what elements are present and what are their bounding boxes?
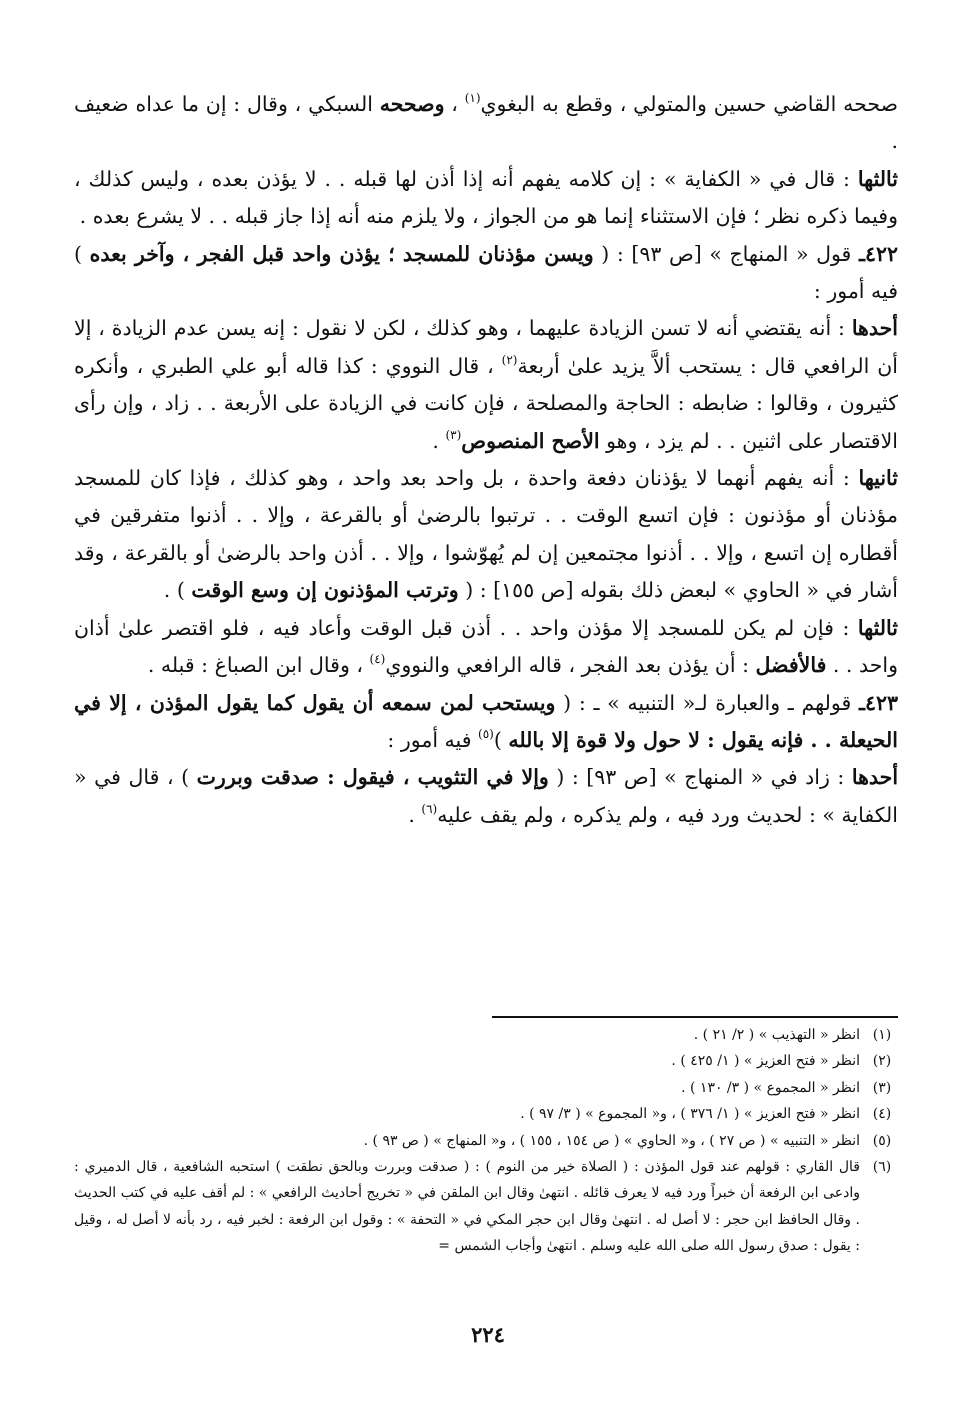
- footnote-divider: [492, 1016, 898, 1018]
- footnote-text: انظر « التنبيه » ( ص ٢٧ ) ، و« الحاوي » ( ص ١٥٤ ، ١٥٥ ) ، و« المنهاج » ( ص ٩٣ ) .: [363, 1132, 860, 1149]
- text-span: فيه أمور :: [387, 727, 479, 752]
- heading-word: ثالثها: [857, 615, 898, 640]
- quoted-text: ويستحب لمن سمعه أن يقول كما يقول المؤذن ، إلا في الحيعلة . . فإنه يقول : لا حول ولا قوة إلا بالله: [74, 690, 898, 752]
- text-span: ، قال النووي : كذا قاله أبو علي الطبري ، وأنكره كثيرون ، وقالوا : ضابطه : الحاجة والمصلحة ، فإن كانت في الزيادة على الأربعة . . زاد ، وإن رأى الاقتصار على اثنين . . لم يزد ، وهو: [74, 353, 898, 453]
- text-span: ) فيه أمور :: [74, 241, 898, 304]
- footnote-item: [74, 1022, 904, 1048]
- text-span: : أن يؤذن بعد الفجر ، قاله الرافعي والنووي: [385, 653, 756, 678]
- text-span: قولهم ـ والعبارة لـ« التنبيه » ـ : (: [555, 690, 859, 715]
- footnote-number: (٦): [872, 1159, 892, 1176]
- text-span: السبكي ، وقال : إن ما عداه ضعيف .: [74, 92, 898, 154]
- footnote-number: (٥): [872, 1132, 892, 1149]
- paragraph-6: [74, 610, 898, 685]
- heading-word: أحدها: [851, 765, 899, 790]
- footnote-text: قال القاري : قولهم عند قول المؤذن : ( الصلاة خير من النوم ) : ( صدقت وبررت وبالحق نطقت ) استحبه الشافعية ، قال الدميري : وادعى ابن الرفعة أن خبراً ورد فيه لا يعرف قائله . انتهىٰ وقال ابن الملقن في « تخريج أحاديث الرافعي » : لم أقف عليه في كتب الحديث . وقال الحافظ ابن حجر : لا أصل له . انتهىٰ وقال ابن حجر المكي في « التحفة » : وقول ابن الرفعة : لخبر فيه ، رد بأنه لا أصل له ، وقيل : يقول : صدق رسول الله صلى الله عليه وسلم . انتهىٰ وأجاب الشمس =: [74, 1159, 860, 1255]
- text-span: قول « المنهاج » [ص ٩٣] : (: [593, 241, 859, 266]
- footnote-number: (٢): [872, 1053, 892, 1070]
- footnote-ref-2: (٢): [501, 352, 518, 367]
- paragraph-422: [74, 236, 898, 311]
- footnote-item: [74, 1128, 904, 1154]
- issue-number: ٤٢٣ـ: [858, 690, 899, 715]
- footnote-text: انظر « فتح العزيز » ( ١/ ٣٧٦ ) ، و« المجموع » ( ٣/ ٩٧ ) .: [520, 1106, 860, 1123]
- main-text: [74, 86, 898, 834]
- footnote-item: [74, 1154, 904, 1260]
- heading-word: ثانيها: [858, 466, 898, 491]
- text-span: صححه القاضي حسين والمتولي ، وقطع به البغوي: [480, 92, 898, 116]
- paragraph-5: [74, 460, 898, 610]
- footnote-number: (١): [872, 1027, 892, 1043]
- text-span: : قال في « الكفاية » : إن كلامه يفهم أنه إذا أذن لها قبله . . لا يؤذن بعده ، وليس كذلك ، وفيما ذكره نظر ؛ فإن الاستثناء إنما هو من الجواز ، ولا يلزم منه أنه إذا جاز قبله . . لا يشرع بعده .: [74, 166, 898, 229]
- quoted-text: وترتب المؤذنون إن وسع الوقت: [191, 578, 459, 603]
- footnotes: [74, 1022, 904, 1260]
- text-span: : زاد في « المنهاج » [ص ٩٣] : (: [548, 765, 852, 790]
- footnote-item: [74, 1101, 904, 1127]
- text-span: ) .: [163, 578, 192, 603]
- text-span: : أنه يقتضي أنه لا تسن الزيادة عليهما ، وهو كذلك ، لكن لا نقول : إنه يسن عدم الزيادة ، إلا أن الرافعي قال : يستحب ألاَّ يزيد علىٰ أربعة: [74, 316, 898, 378]
- text-span: ) ، قال في « الكفاية » : لحديث ورد فيه ، ولم يذكره ، ولم يقف عليه: [74, 765, 898, 827]
- footnote-ref-5: (٥): [478, 726, 494, 741]
- quoted-text: وإلا في التثويب ، فيقول : صدقت وبررت: [196, 765, 549, 790]
- quoted-text: ويسن مؤذنان للمسجد ؛ يؤذن واحد قبل الفجر ، وآخر بعده: [89, 241, 594, 266]
- bold-text: وصححه: [379, 92, 445, 116]
- text-span: : فإن لم يكن للمسجد إلا مؤذن واحد . . أذن قبل الوقت وأعاد فيه ، فلو اقتصر علىٰ أذان واحد . .: [74, 615, 898, 678]
- footnote-number: (٤): [872, 1106, 892, 1123]
- footnote-text: انظر « المجموع » ( ٣/ ١٣٠ ) .: [681, 1079, 860, 1096]
- text-span: : أنه يفهم أنهما لا يؤذنان دفعة واحدة ، بل واحد بعد واحد ، وهو كذلك ، فإذا كان للمسجد مؤذنان أو مؤذنون : فإن اتسع الوقت . . ترتبوا بالرضىٰ أو بالقرعة ، وإلا . . أذنوا متفرقين في أقطاره إن اتسع ، وإلا . . أذنوا مجتمعين إن لم يُهوّشوا ، وإلا . . أذن واحد بالرضىٰ أو بالقرعة ، وقد أشار في « الحاوي » لبعض ذلك بقوله [ص ١٥٥] : (: [74, 466, 898, 603]
- footnote-number: (٣): [872, 1079, 892, 1096]
- paragraph-423: [74, 685, 898, 760]
- heading-word: أحدها: [851, 316, 898, 341]
- footnote-text: انظر « فتح العزيز » ( ١/ ٤٢٥ ) .: [671, 1053, 860, 1070]
- footnote-ref-1: (١): [464, 91, 481, 105]
- footnote-text: انظر « التهذيب » ( ٢/ ٢١ ) .: [693, 1027, 860, 1043]
- footnote-item: [74, 1075, 904, 1101]
- paragraph-2: [74, 161, 898, 236]
- bold-text: فالأفضل: [755, 653, 827, 678]
- bold-text: الأصح المنصوص: [461, 428, 600, 453]
- text-span: ): [493, 727, 509, 752]
- issue-number: ٤٢٢ـ: [858, 241, 898, 266]
- footnote-ref-6: (٦): [421, 801, 438, 816]
- heading-word: ثالثها: [857, 166, 898, 191]
- paragraph-1: [74, 86, 898, 161]
- footnote-ref-3: (٣): [445, 427, 462, 442]
- footnote-item: [74, 1048, 904, 1074]
- text-span: .: [432, 428, 446, 453]
- paragraph-8: [74, 759, 898, 834]
- text-span: ، وقال ابن الصباغ : قبله .: [147, 653, 370, 678]
- text-span: ،: [444, 92, 465, 116]
- text-span: .: [408, 802, 422, 827]
- footnote-ref-4: (٤): [369, 652, 386, 667]
- page-number: ٢٢٤: [471, 1322, 505, 1347]
- paragraph-4: [74, 310, 898, 460]
